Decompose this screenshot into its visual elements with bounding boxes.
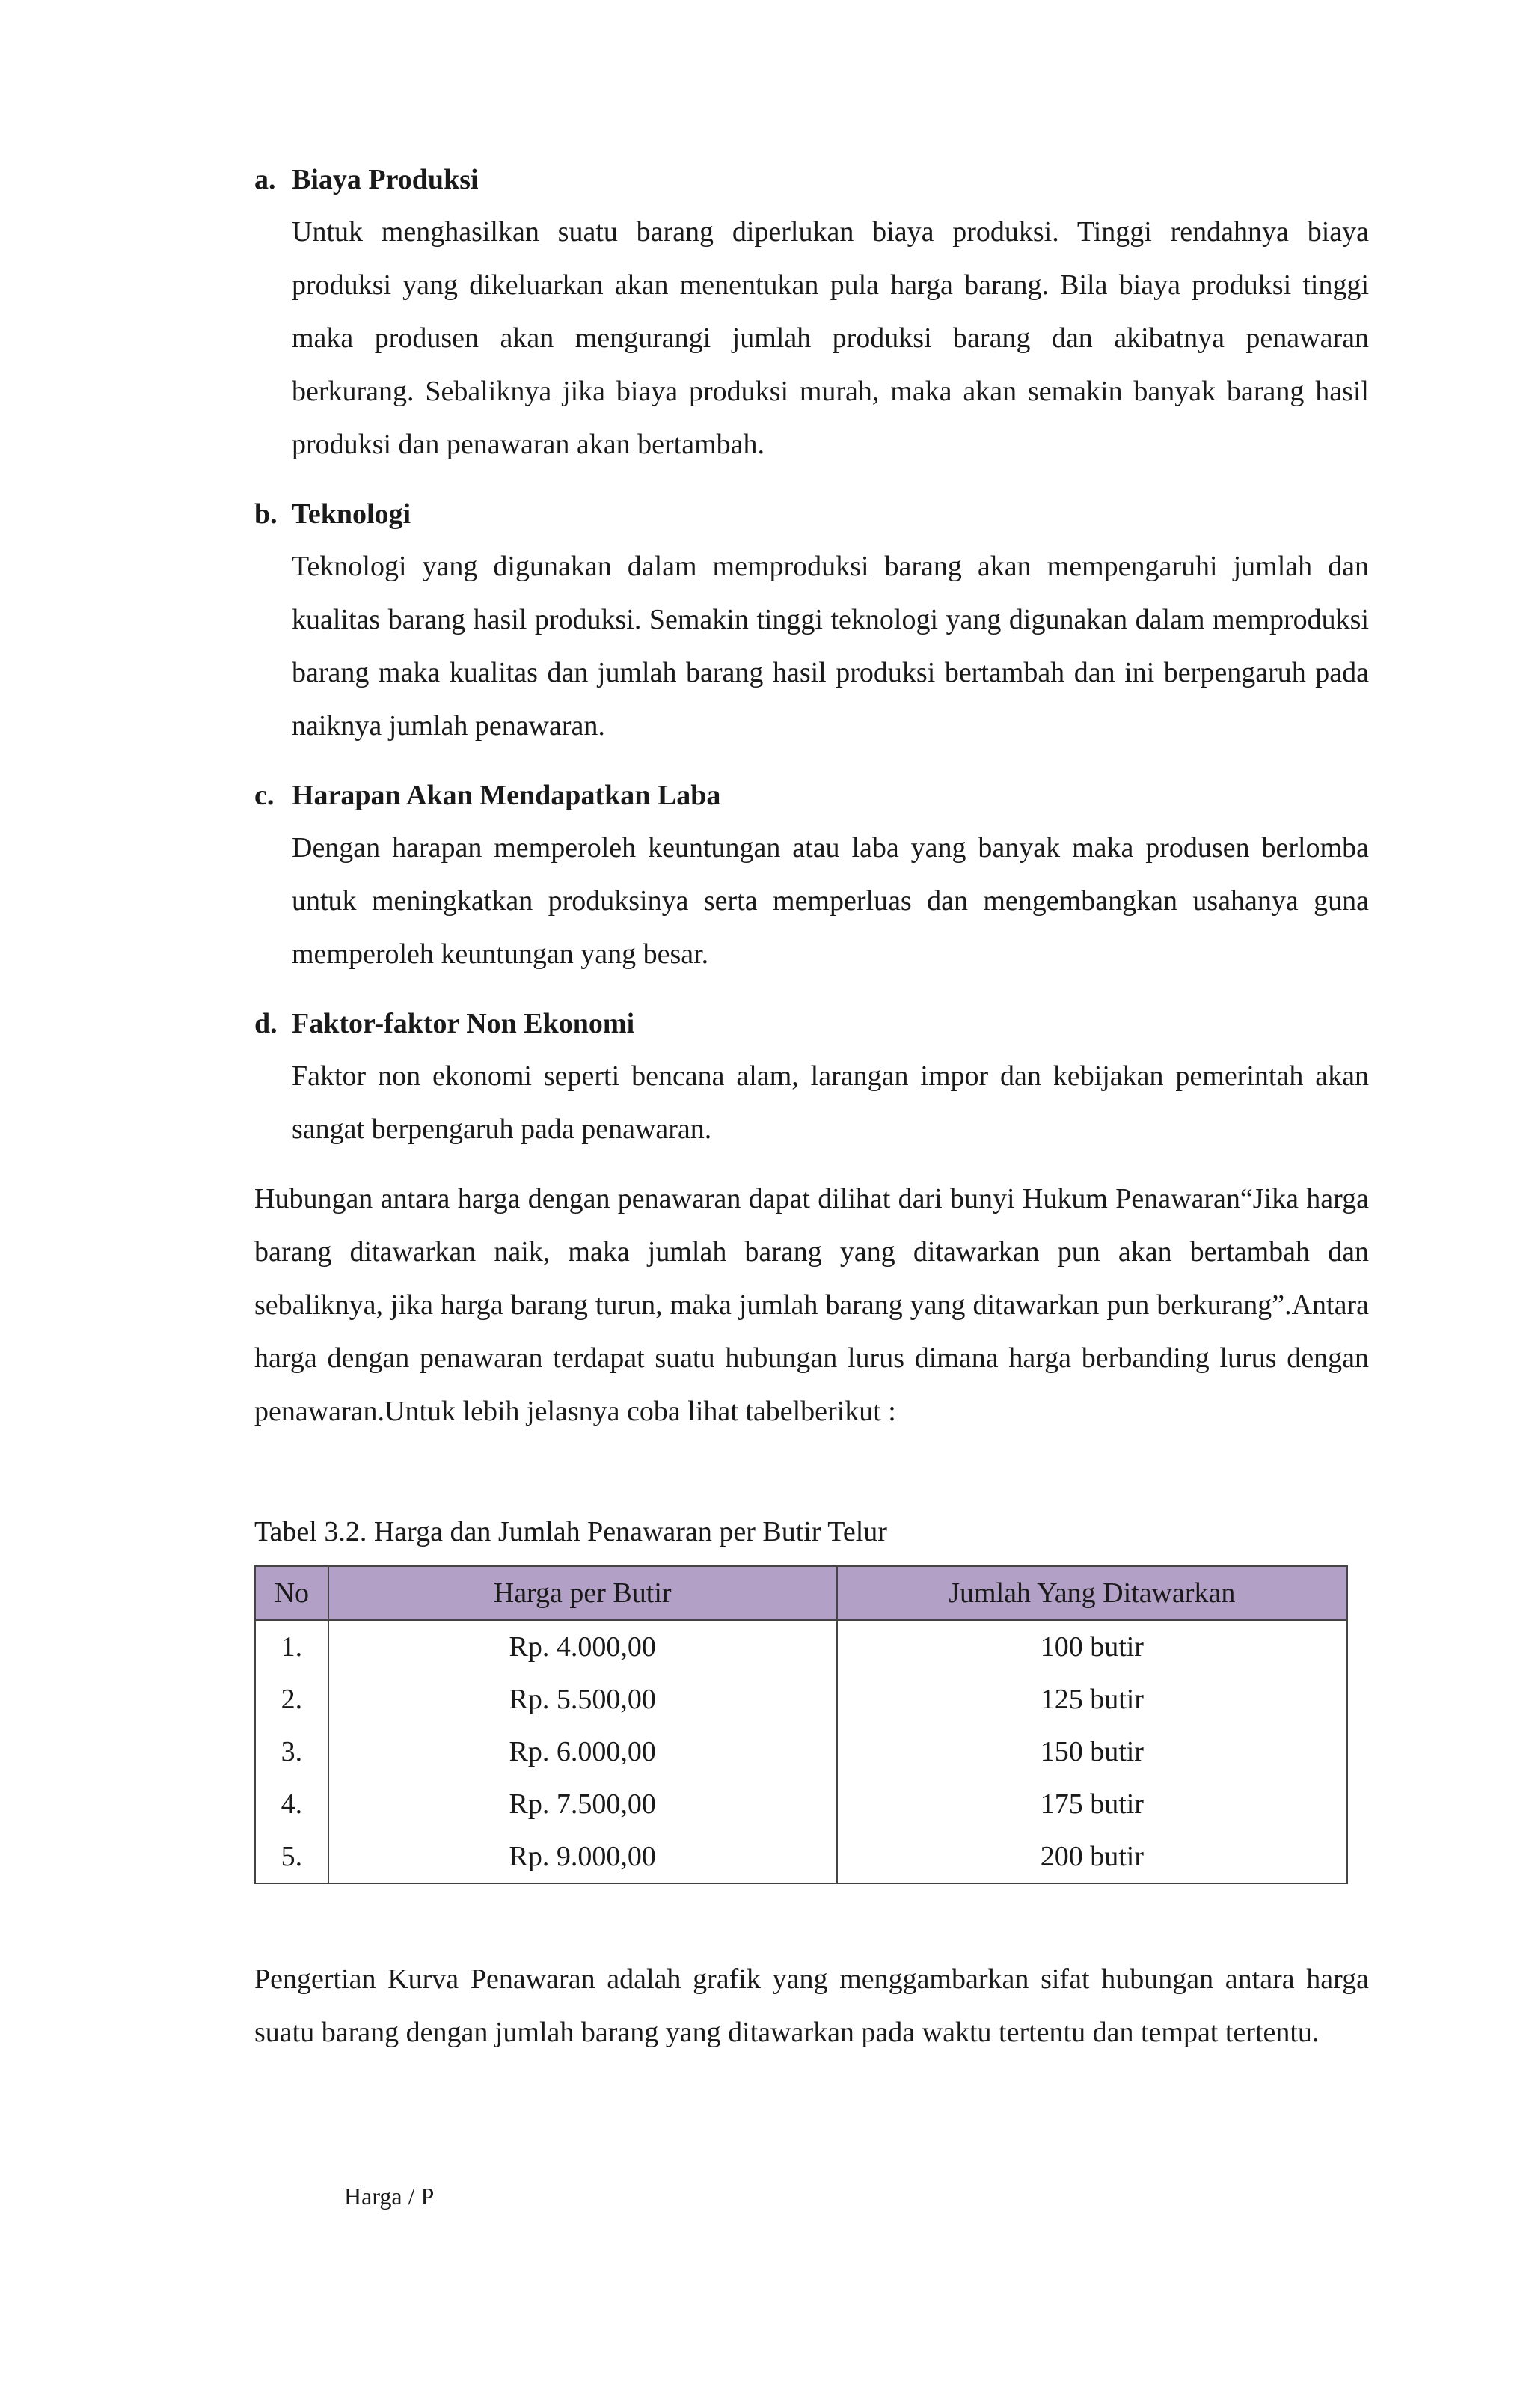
cell-no: 2. (255, 1673, 328, 1726)
section-body: Dengan harapan memperoleh keuntungan atau laba yang banyak maka produsen berlomba untuk meningkatkan produksinya serta memperluas dan mengembangkan usahanya guna memperoleh keuntungan yang besar. (292, 832, 1369, 970)
cell-no: 5. (255, 1830, 328, 1883)
section-letter: a. (254, 164, 276, 195)
section-body: Faktor non ekonomi seperti bencana alam, larangan impor dan kebijakan pemerintah akan sangat berpengaruh pada penawaran. (292, 1060, 1369, 1145)
header-price: Harga per Butir (328, 1566, 837, 1620)
cell-price: Rp. 6.000,00 (328, 1726, 837, 1778)
section-heading (254, 997, 1369, 1050)
cell-qty: 125 butir (837, 1673, 1347, 1726)
cell-no: 3. (255, 1726, 328, 1778)
section-body: Teknologi yang digunakan dalam memproduksi barang akan mempengaruhi jumlah dan kualitas barang hasil produksi. Semakin tinggi teknologi yang digunakan dalam memproduksi barang maka kualitas dan jumlah barang hasil produksi bertambah dan ini berpengaruh pada naiknya jumlah penawaran. (292, 551, 1369, 742)
table-row (255, 1673, 1347, 1726)
section-heading (254, 769, 1369, 822)
table-header-row (255, 1566, 1347, 1620)
cell-qty: 100 butir (837, 1620, 1347, 1673)
cell-qty: 200 butir (837, 1830, 1347, 1883)
header-no: No (255, 1566, 328, 1620)
section-title: Harapan Akan Mendapatkan Laba (292, 780, 721, 811)
section-body: Untuk menghasilkan suatu barang diperlukan biaya produksi. Tinggi rendahnya biaya produksi yang dikeluarkan akan menentukan pula harga barang. Bila biaya produksi tinggi maka produsen akan mengurangi jumlah produksi barang dan akibatnya penawaran berkurang. Sebaliknya jika biaya produksi murah, maka akan semakin banyak barang hasil produksi dan penawaran akan bertambah. (292, 216, 1369, 460)
cell-price: Rp. 9.000,00 (328, 1830, 837, 1883)
section-non-ekonomi (254, 997, 1369, 1156)
cell-no: 4. (255, 1778, 328, 1830)
cell-price: Rp. 7.500,00 (328, 1778, 837, 1830)
section-letter: d. (254, 1008, 278, 1039)
section-heading (254, 488, 1369, 540)
table-row (255, 1620, 1347, 1673)
section-biaya-produksi (254, 153, 1369, 471)
table-caption: Tabel 3.2. Harga dan Jumlah Penawaran per Butir Telur (254, 1516, 887, 1547)
price-supply-table (254, 1565, 1348, 1884)
page-footer: Harga / P (344, 2183, 435, 2210)
section-title: Faktor-faktor Non Ekonomi (292, 1008, 635, 1039)
section-teknologi (254, 488, 1369, 753)
section-letter: b. (254, 498, 278, 530)
table-row (255, 1778, 1347, 1830)
cell-price: Rp. 4.000,00 (328, 1620, 837, 1673)
table-row (255, 1830, 1347, 1883)
section-heading (254, 153, 1369, 206)
cell-qty: 150 butir (837, 1726, 1347, 1778)
table-row (255, 1726, 1347, 1778)
supply-law-paragraph: Hubungan antara harga dengan penawaran dapat dilihat dari bunyi Hukum Penawaran“Jika harga barang ditawarkan naik, maka jumlah barang yang ditawarkan pun akan bertambah dan sebaliknya, jika harga barang turun, maka jumlah barang yang ditawarkan pun berkurang”.Antara harga dengan penawaran terdapat suatu hubungan lurus dimana harga berbanding lurus dengan penawaran.Untuk lebih jelasnya coba lihat tabelberikut : (254, 1183, 1369, 1427)
section-title: Teknologi (292, 498, 411, 530)
header-qty: Jumlah Yang Ditawarkan (837, 1566, 1347, 1620)
section-title: Biaya Produksi (292, 164, 479, 195)
cell-no: 1. (255, 1620, 328, 1673)
cell-qty: 175 butir (837, 1778, 1347, 1830)
section-harapan-laba (254, 769, 1369, 981)
section-letter: c. (254, 780, 275, 811)
supply-curve-paragraph: Pengertian Kurva Penawaran adalah grafik yang menggambarkan sifat hubungan antara harga suatu barang dengan jumlah barang yang ditawarkan pada waktu tertentu dan tempat tertentu. (254, 1964, 1369, 2048)
cell-price: Rp. 5.500,00 (328, 1673, 837, 1726)
